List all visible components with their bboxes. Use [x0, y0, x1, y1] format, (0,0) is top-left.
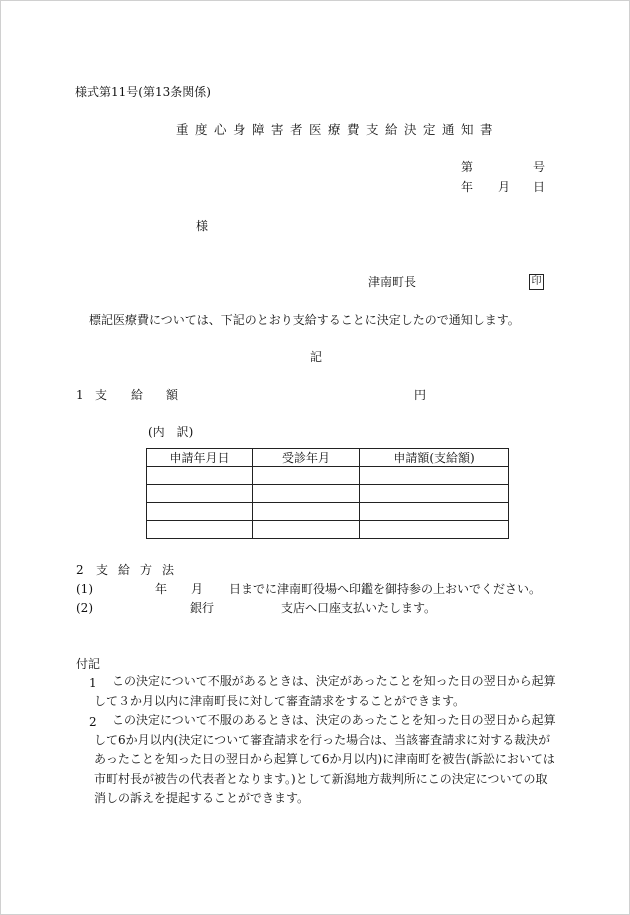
table-cell: [147, 467, 253, 485]
option1-text: 日までに津南町役場へ印鑑を御持参の上おいでください。: [229, 582, 542, 596]
table-row: [147, 503, 509, 521]
breakdown-table: [146, 448, 509, 539]
number-prefix: 第: [461, 160, 474, 174]
item2-label-char-2: 給: [118, 563, 131, 577]
item1-label-char-2: 給: [131, 388, 144, 402]
notes-heading: 付記: [76, 657, 101, 671]
note-1-text: この決定について不服があるときは、決定があったことを知った日の翌日から起算して３か月以内に津南町長に対して審査請求をすることができます。: [94, 674, 556, 708]
note-2-number: 2: [89, 715, 97, 729]
breakdown-label: (内 訳): [148, 425, 194, 439]
table-cell: [253, 503, 360, 521]
number-suffix: 号: [533, 160, 546, 174]
form-id: 様式第11号(第13条関係): [75, 85, 211, 99]
table-cell: [360, 503, 509, 521]
table-cell: [360, 467, 509, 485]
option2-bank-label: 銀行: [190, 601, 215, 615]
issuer-name: 津南町長: [368, 275, 417, 289]
table-cell: [147, 503, 253, 521]
recipient-suffix: 様: [196, 219, 209, 233]
option1-month-label: 月: [191, 582, 204, 596]
item1-label-char-3: 額: [166, 388, 179, 402]
header-amount: 申請額(支給額): [360, 449, 509, 467]
date-month-label: 月: [498, 180, 511, 194]
table-cell: [360, 521, 509, 539]
table-row: [147, 467, 509, 485]
option2-marker: (2): [76, 601, 93, 615]
note-1-number: 1: [89, 676, 97, 690]
header-visit-month: 受診年月: [253, 449, 360, 467]
date-year-label: 年: [461, 180, 474, 194]
table-header-row: [147, 449, 509, 467]
option2-text: 支店へ口座支払いたします。: [281, 601, 437, 615]
item2-number: 2: [76, 563, 84, 577]
item1-number: 1: [76, 388, 84, 402]
table-cell: [253, 467, 360, 485]
ki-heading: 記: [310, 350, 323, 364]
item2-label-char-3: 方: [140, 563, 153, 577]
table-cell: [147, 521, 253, 539]
option1-year-label: 年: [155, 582, 168, 596]
table-cell: [147, 485, 253, 503]
item2-label-char-1: 支: [96, 563, 109, 577]
intro-text: 標記医療費については、下記のとおり支給することに決定したので通知します。: [89, 313, 520, 327]
table-row: [147, 485, 509, 503]
item1-label-char-1: 支: [95, 388, 108, 402]
amount-unit: 円: [414, 388, 427, 402]
header-application-date: 申請年月日: [147, 449, 253, 467]
item2-label-char-4: 法: [162, 563, 175, 577]
table-cell: [253, 521, 360, 539]
note-2-text: この決定について不服のあるときは、決定のあったことを知った日の翌日から起算して6か月以内(決定について審査請求を行った場合は、当該審査請求に対する裁決があったことを知った日の翌日から起算して6か月以内)に津南町を被告(訴訟においては市町村長が被告の代表者となります。)として新潟地方裁判所にこの決定についての取消しの訴えを提起することができます。: [94, 713, 556, 805]
option1-marker: (1): [76, 582, 93, 596]
document-title: 重度心身障害者医療費支給決定通知書: [176, 122, 500, 137]
table-cell: [360, 485, 509, 503]
table-cell: [253, 485, 360, 503]
table-row: [147, 521, 509, 539]
date-day-label: 日: [533, 180, 546, 194]
seal-mark: 印: [529, 274, 544, 290]
